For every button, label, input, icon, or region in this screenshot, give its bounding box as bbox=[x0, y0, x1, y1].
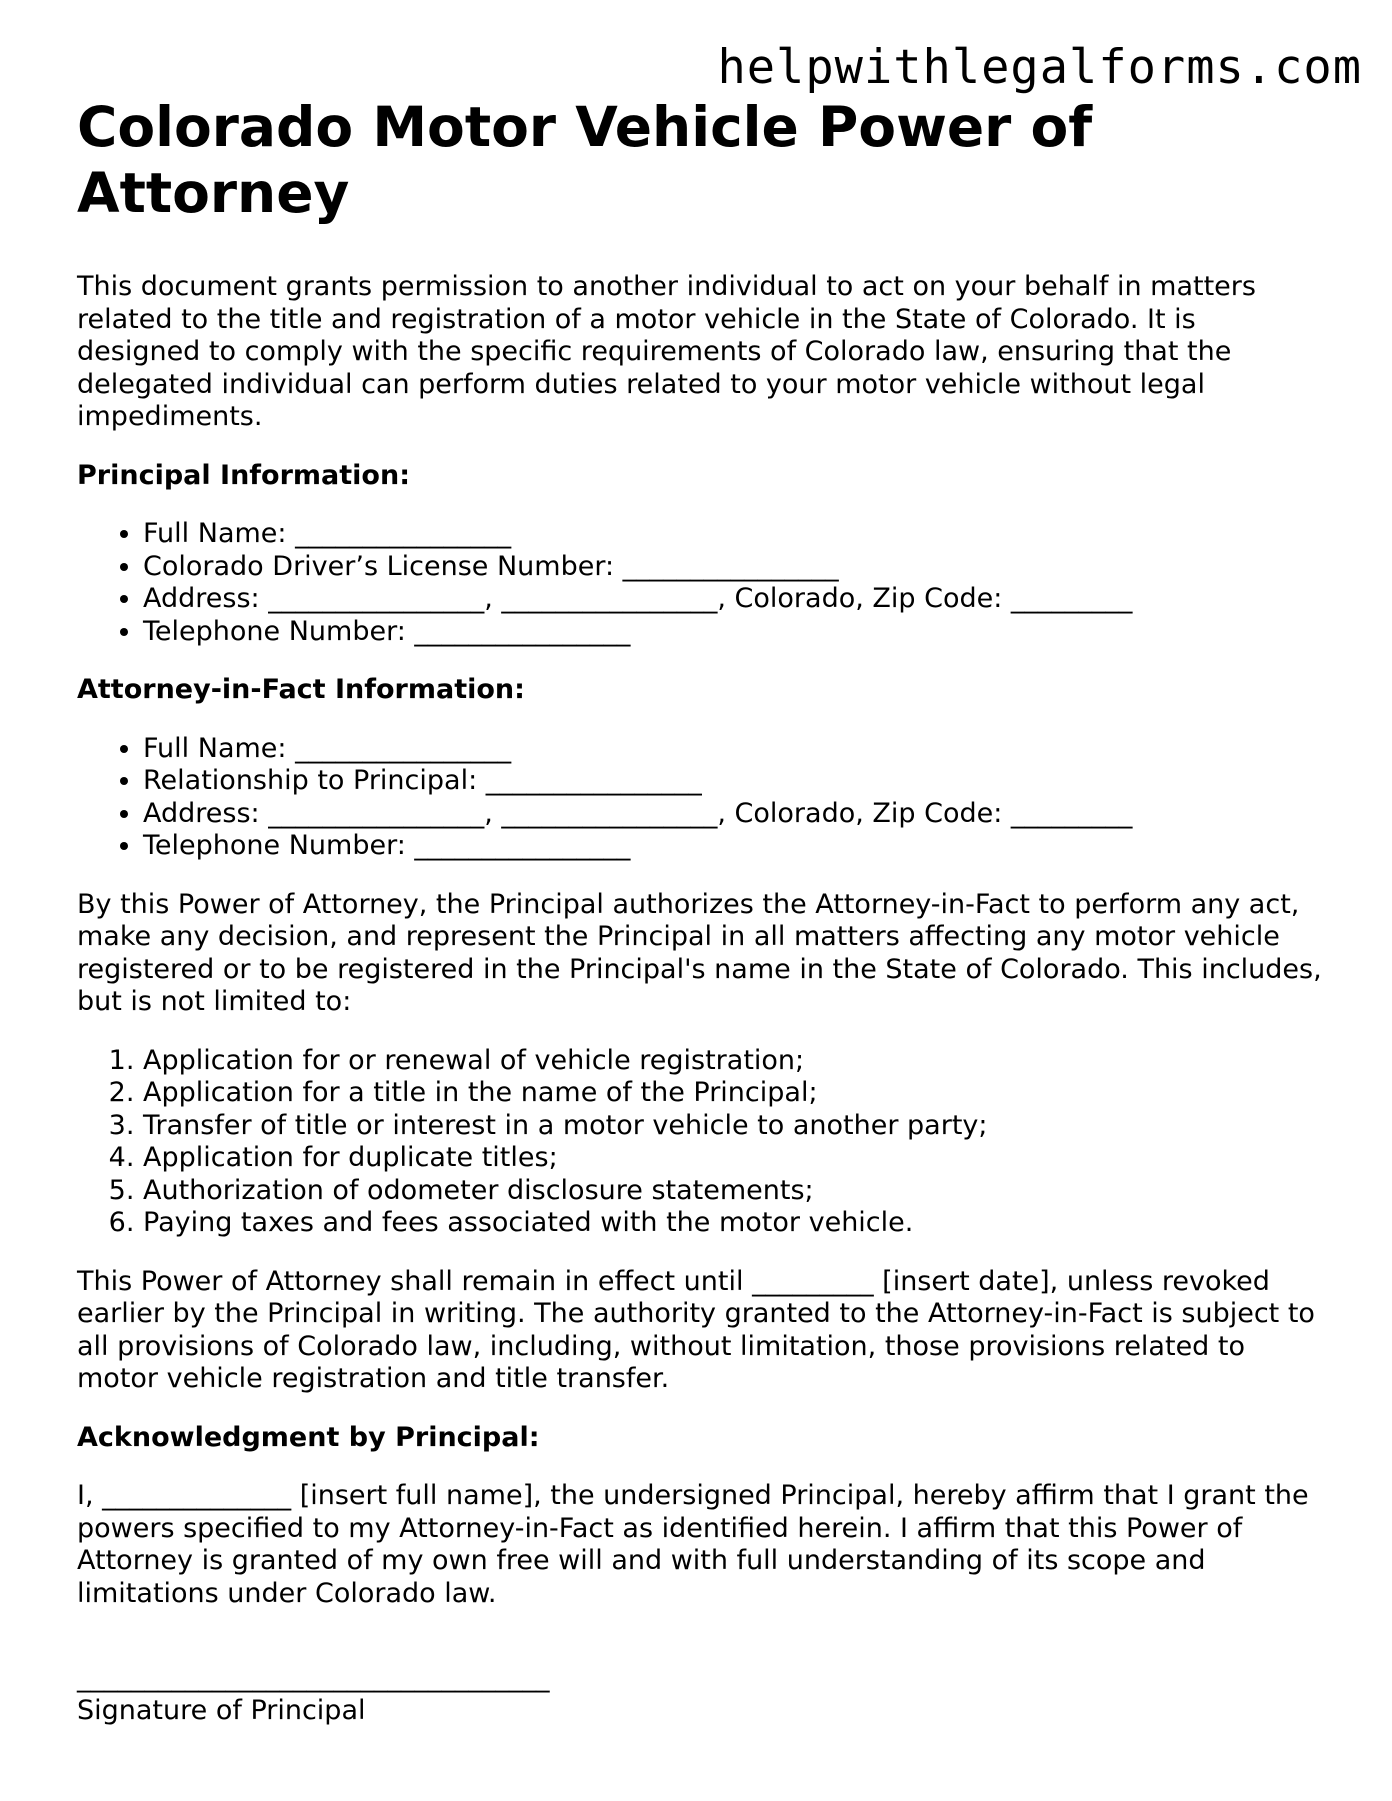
principal-telephone: • Telephone Number: ________________ bbox=[143, 616, 1327, 649]
power-item: 2. Application for a title in the name of the Principal; bbox=[143, 1077, 1327, 1110]
powers-list bbox=[77, 1045, 1327, 1240]
site-watermark: helpwithlegalforms.com bbox=[717, 40, 1362, 95]
intro-paragraph: This document grants permission to another individual to act on your behalf in matters related to the title and registration of a motor vehicle in the State of Colorado. It is designed to comply with the specific requirements of Colorado law, ensuring that the delegated individual can perform duties related to your motor vehicle without legal impediments. bbox=[77, 271, 1256, 432]
attorney-telephone: • Telephone Number: ________________ bbox=[143, 830, 1327, 863]
principal-full-name: • Full Name: ________________ bbox=[143, 518, 1327, 551]
power-item: 6. Paying taxes and fees associated with the motor vehicle. bbox=[143, 1207, 1327, 1240]
power-item: 1. Application for or renewal of vehicle registration; bbox=[143, 1045, 1327, 1078]
document-title: Colorado Motor Vehicle Power of Attorney bbox=[77, 95, 1093, 225]
attorney-heading: Attorney-in-Fact Information: bbox=[77, 674, 525, 705]
signature-label: Signature of Principal bbox=[77, 1694, 366, 1726]
attorney-address: • Address: ________________, ________________, Colorado, Zip Code: _________ bbox=[143, 798, 1327, 831]
powers-paragraph: By this Power of Attorney, the Principal authorizes the Attorney-in-Fact to perform any act, make any decision, and represent the Principal in all matters affecting any motor vehicle registered or to be registered in the Principal's name in the State of Colorado. This includes, but is not limited to: bbox=[77, 888, 1322, 1017]
principal-info-list bbox=[77, 518, 1327, 648]
power-item: 3. Transfer of title or interest in a motor vehicle to another party; bbox=[143, 1110, 1327, 1143]
document-page bbox=[77, 94, 1327, 1727]
power-item: 4. Application for duplicate titles; bbox=[143, 1142, 1327, 1175]
attorney-info-list bbox=[77, 733, 1327, 863]
signature-line: ___________________________________ bbox=[77, 1662, 550, 1693]
principal-heading: Principal Information: bbox=[77, 459, 411, 491]
principal-license-number: • Colorado Driver’s License Number: ________________ bbox=[143, 551, 1327, 584]
principal-address: • Address: ________________, ________________, Colorado, Zip Code: _________ bbox=[143, 583, 1327, 616]
attorney-relationship: • Relationship to Principal: ________________ bbox=[143, 765, 1327, 798]
duration-paragraph: This Power of Attorney shall remain in effect until _________ [insert date], unless revoked earlier by the Principal in writing. The authority granted to the Attorney-in-Fact is subject to all provisions of Colorado law, including, without limitation, those provisions related to motor vehicle registration and title transfer. bbox=[77, 1265, 1315, 1394]
attorney-full-name: • Full Name: ________________ bbox=[143, 733, 1327, 766]
power-item: 5. Authorization of odometer disclosure statements; bbox=[143, 1175, 1327, 1208]
acknowledgment-heading: Acknowledgment by Principal: bbox=[77, 1421, 540, 1453]
acknowledgment-paragraph: I, ______________ [insert full name], the undersigned Principal, hereby affirm that I grant the powers specified to my Attorney-in-Fact as identified herein. I affirm that this Power of Attorney is granted of my own free will and with full understanding of its scope and limitations under Colorado law. bbox=[77, 1480, 1309, 1609]
